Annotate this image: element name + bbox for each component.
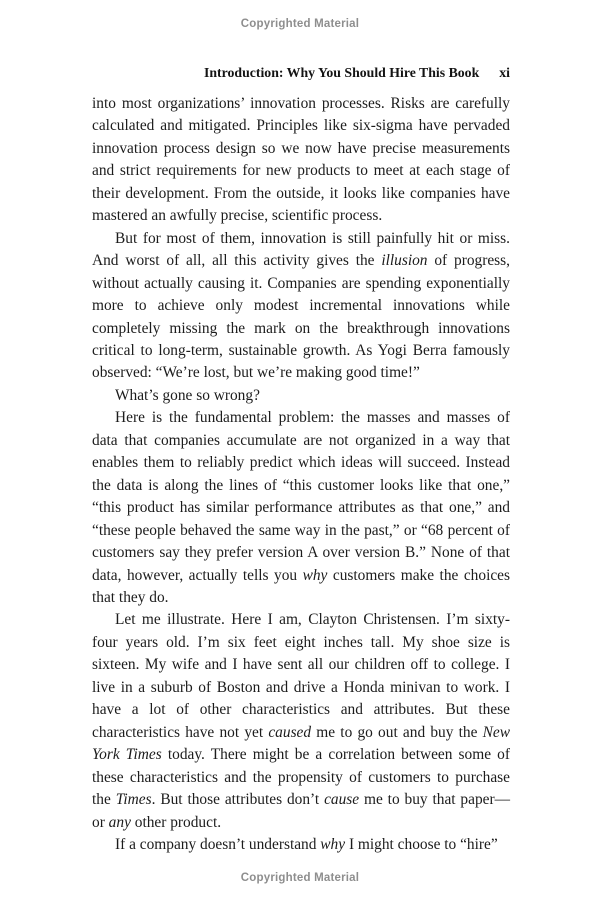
paragraph — [92, 834, 510, 856]
copyright-notice-bottom: Copyrighted Material — [240, 872, 360, 884]
text-run: What’s gone so wrong? — [115, 386, 260, 404]
paragraph — [92, 407, 510, 609]
italic-text-run: cause — [324, 791, 360, 809]
running-head — [92, 65, 510, 81]
text-run: Here is the fundamental problem: the masses and masses of data that companies accumulate are not organized in a way that enables them to reliably predict which ideas will succeed. Instead the data is along the lines of “this customer looks like that one,” “this product has similar performance attributes as that one,” and “these people behaved the same way in the past,” or “68 percent of customers say they prefer version A over version B.” None of that data, however, actually tells you — [92, 409, 510, 584]
italic-text-run: caused — [268, 723, 312, 741]
italic-text-run: illusion — [381, 252, 428, 270]
chapter-title: Introduction: Why You Should Hire This Book — [203, 65, 480, 80]
copyright-notice-top: Copyrighted Material — [240, 18, 360, 30]
text-run: today. There might be a correlation between some of these characteristics and the propensity of customers to purchase the — [92, 746, 510, 809]
text-run: other product. — [130, 813, 222, 831]
italic-text-run: any — [108, 813, 131, 831]
paragraph — [92, 385, 510, 407]
italic-text-run: why — [320, 835, 346, 853]
paragraph — [92, 609, 510, 834]
italic-text-run: why — [302, 566, 328, 584]
text-run: I might choose to “hire” — [345, 835, 498, 853]
text-run: me to buy that paper—or — [92, 791, 511, 831]
text-run: of progress, without actually causing it. Companies are spending exponentially more to achieve only modest incremental innovations while completely missing the mark on the breakthrough innovations critical to long-term, sustainable growth. As Yogi Berra famously observed: “We’re lost, but we’re making good time!” — [92, 252, 510, 382]
text-run: me to go out and buy the — [311, 723, 483, 741]
paragraph — [92, 228, 510, 385]
page-body — [92, 93, 510, 856]
paragraph — [92, 93, 510, 228]
page-number: xi — [499, 65, 510, 80]
text-run: customers make the choices that they do. — [92, 566, 510, 606]
italic-text-run: Times — [115, 791, 152, 809]
italic-text-run: New York Times — [92, 723, 510, 764]
text-run: Let me illustrate. Here I am, Clayton Christensen. I’m sixty-four years old. I’m six feet eight inches tall. My shoe size is sixteen. My wife and I have sent all our children off to college. I live in a suburb of Boston and drive a Honda minivan to work. I have a lot of other characteristics and attributes. But these characteristics have not yet — [92, 611, 510, 741]
text-run: into most organizations’ innovation processes. Risks are carefully calculated and mitigated. Principles like six-sigma have pervaded innovation process design so we now have precise measurements and strict requirements for new products to meet at each stage of their development. From the outside, it looks like companies have mastered an awfully precise, scientific process. — [92, 95, 510, 225]
text-run: But for most of them, innovation is still painfully hit or miss. And worst of all, all this activity gives the — [92, 229, 510, 270]
text-run: . But those attributes don’t — [151, 791, 325, 809]
text-run: If a company doesn’t understand — [115, 835, 321, 853]
